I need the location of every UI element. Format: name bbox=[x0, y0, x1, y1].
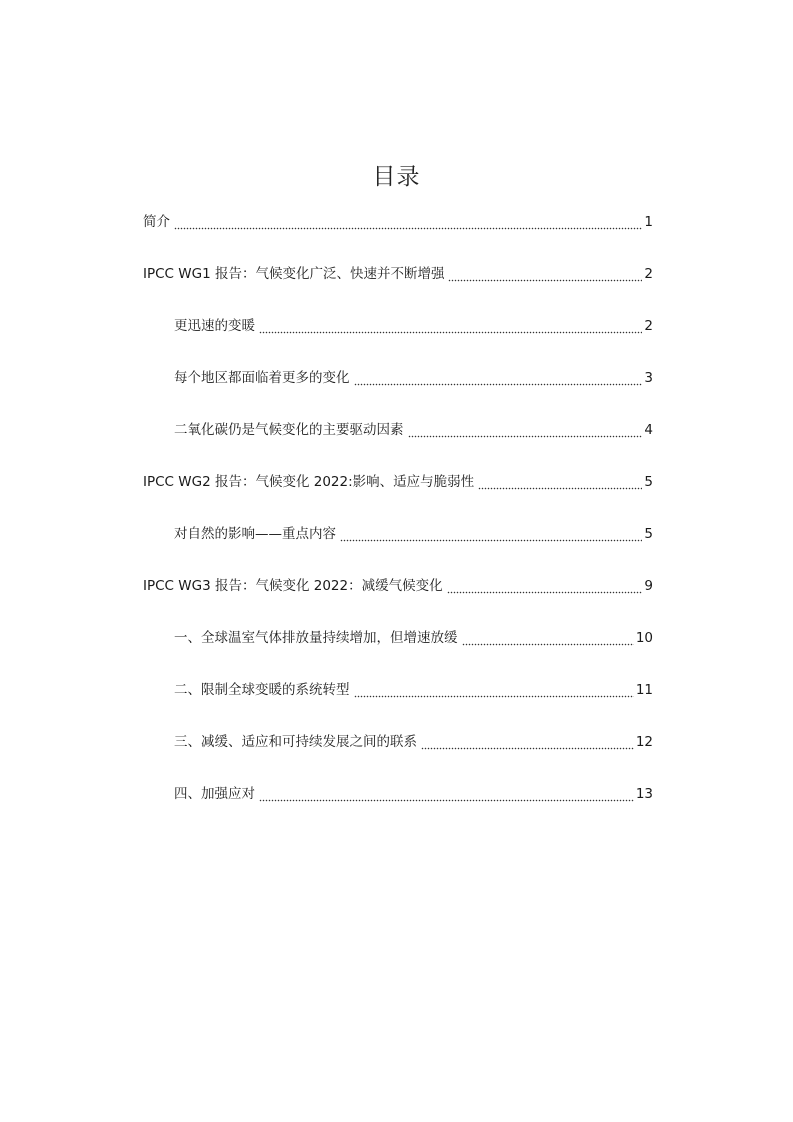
toc-entry-page: 1 bbox=[644, 214, 653, 230]
dot-leader bbox=[354, 368, 643, 388]
toc-entry-page: 5 bbox=[644, 474, 653, 490]
toc-entry[interactable] bbox=[143, 264, 653, 316]
dot-leader bbox=[259, 784, 634, 804]
dot-leader bbox=[421, 732, 634, 752]
toc-entry[interactable] bbox=[143, 316, 653, 368]
toc-entry-label: 每个地区都面临着更多的变化 bbox=[174, 370, 350, 386]
dot-leader bbox=[340, 524, 642, 544]
toc-entry-label: IPCC WG1 报告：气候变化广泛、快速并不断增强 bbox=[143, 266, 445, 282]
toc-entry-page: 2 bbox=[644, 266, 653, 282]
toc-entry[interactable] bbox=[143, 732, 653, 784]
toc-entry-page: 5 bbox=[644, 526, 653, 542]
dot-leader bbox=[174, 212, 642, 232]
dot-leader bbox=[447, 576, 643, 596]
dot-leader bbox=[408, 420, 643, 440]
toc-entry[interactable] bbox=[143, 212, 653, 264]
toc-entry-label: 二、限制全球变暖的系统转型 bbox=[174, 682, 350, 698]
toc-entry[interactable] bbox=[143, 524, 653, 576]
dot-leader bbox=[354, 680, 634, 700]
toc-entry[interactable] bbox=[143, 368, 653, 420]
toc-entry[interactable] bbox=[143, 576, 653, 628]
table-of-contents bbox=[143, 212, 653, 836]
toc-entry-label: IPCC WG3 报告：气候变化 2022：减缓气候变化 bbox=[143, 578, 443, 594]
toc-entry-page: 9 bbox=[644, 578, 653, 594]
toc-entry-page: 10 bbox=[635, 630, 653, 646]
toc-entry[interactable] bbox=[143, 784, 653, 836]
toc-entry-label: 更迅速的变暖 bbox=[174, 318, 255, 334]
toc-entry-label: IPCC WG2 报告：气候变化 2022:影响、适应与脆弱性 bbox=[143, 474, 475, 490]
toc-entry-label: 二氧化碳仍是气候变化的主要驱动因素 bbox=[174, 422, 404, 438]
toc-entry[interactable] bbox=[143, 680, 653, 732]
toc-entry-page: 12 bbox=[635, 734, 653, 750]
toc-entry-page: 3 bbox=[644, 370, 653, 386]
toc-entry-label: 三、减缓、适应和可持续发展之间的联系 bbox=[174, 734, 417, 750]
dot-leader bbox=[462, 628, 634, 648]
toc-entry-label: 对自然的影响——重点内容 bbox=[174, 526, 336, 542]
toc-entry[interactable] bbox=[143, 628, 653, 680]
toc-title: 目录 bbox=[372, 164, 421, 190]
toc-entry-label: 简介 bbox=[143, 214, 170, 230]
dot-leader bbox=[448, 264, 642, 284]
toc-entry-page: 4 bbox=[644, 422, 653, 438]
toc-entry-label: 四、加强应对 bbox=[174, 786, 255, 802]
toc-entry-page: 11 bbox=[635, 682, 653, 698]
toc-entry[interactable] bbox=[143, 472, 653, 524]
toc-entry-page: 2 bbox=[644, 318, 653, 334]
dot-leader bbox=[478, 472, 642, 492]
toc-entry[interactable] bbox=[143, 420, 653, 472]
dot-leader bbox=[259, 316, 642, 336]
toc-entry-label: 一、全球温室气体排放量持续增加，但增速放缓 bbox=[174, 630, 458, 646]
toc-entry-page: 13 bbox=[635, 786, 653, 802]
